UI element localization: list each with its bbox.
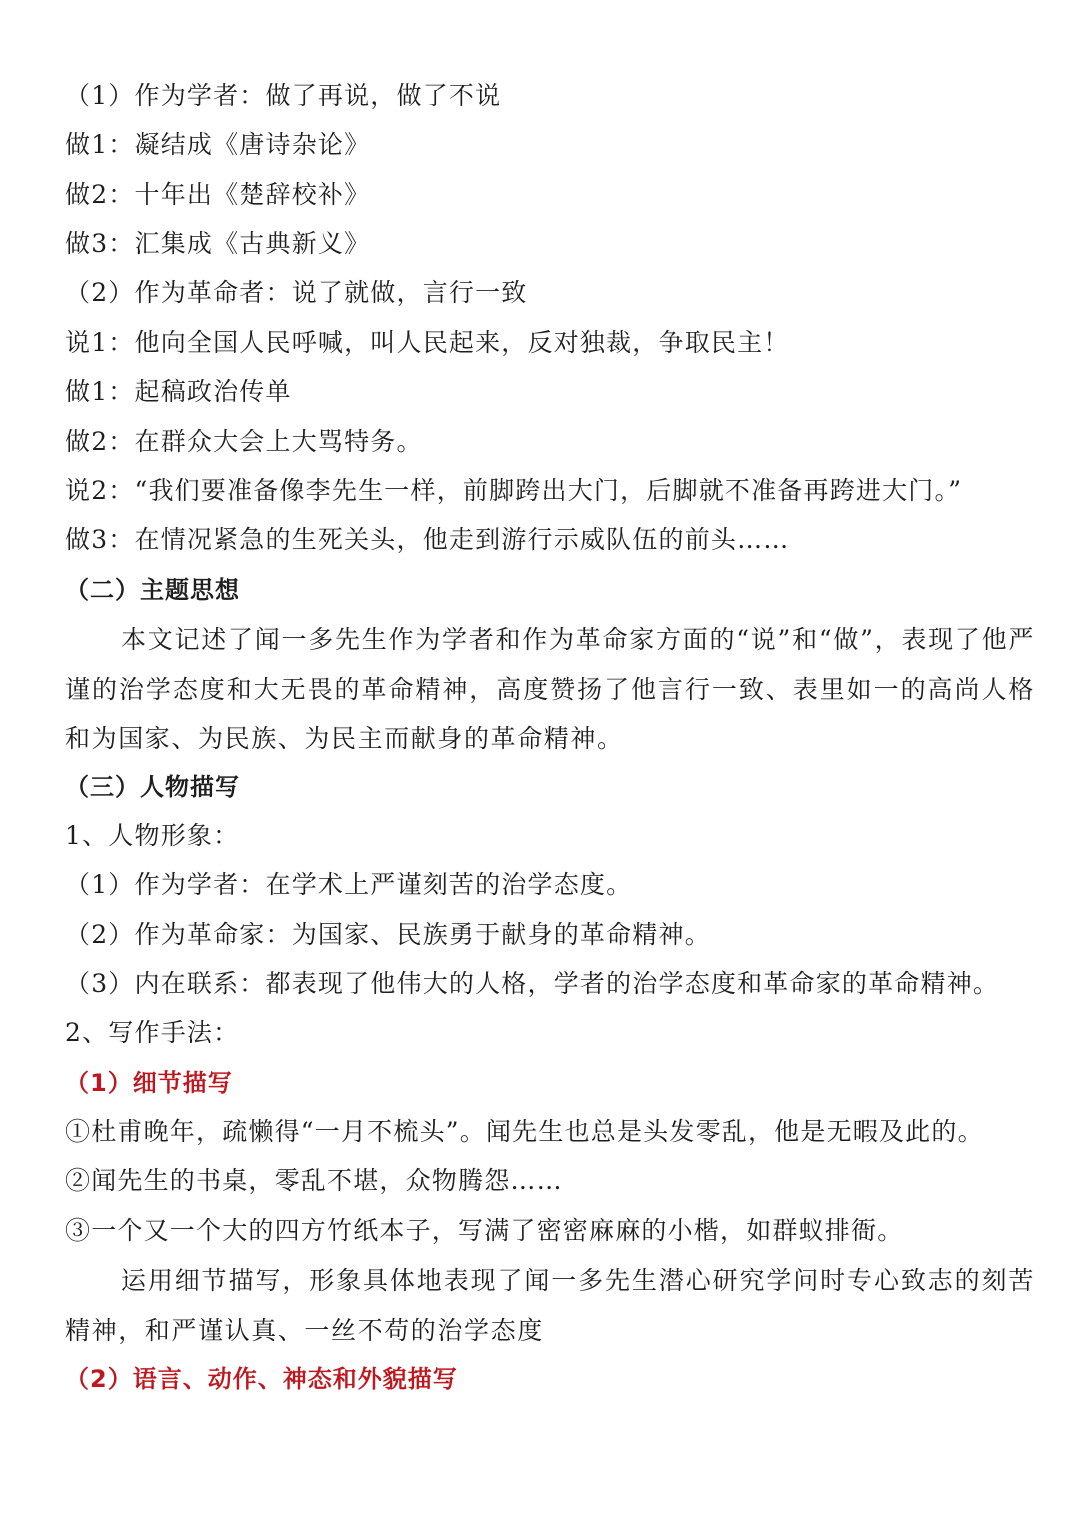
text-line-do-1: 做1：凝结成《唐诗杂论》 bbox=[65, 130, 371, 159]
subheading-detail-description: （1）细节描写 bbox=[65, 1069, 233, 1097]
text-line-say-1: 说1：他向全国人民呼喊，叫人民起来，反对独裁，争取民主！ bbox=[65, 328, 790, 357]
text-line-writing-technique: 2、写作手法： bbox=[65, 1018, 240, 1047]
text-line-detail-1: ①杜甫晚年，疏懒得“一月不梳头”。闻先生也总是头发零乱，他是无暇及此的。 bbox=[65, 1117, 984, 1146]
text-line-revolutionary-intro: （2）作为革命者：说了就做，言行一致 bbox=[65, 278, 528, 307]
text-line-detail-3: ③一个又一个大的四方竹纸本子，写满了密密麻麻的小楷，如群蚁排衙。 bbox=[65, 1216, 904, 1245]
section-heading-theme: （二）主题思想 bbox=[65, 576, 240, 604]
text-line-rev-do-3: 做3：在情况紧急的生死关头，他走到游行示威队伍的前头…… bbox=[65, 525, 790, 554]
text-line-character-image: 1、人物形象： bbox=[65, 821, 240, 850]
text-line-inner-link: （3）内在联系：都表现了他伟大的人格，学者的治学态度和革命家的革命精神。 bbox=[65, 969, 1000, 998]
text-line-detail-2: ②闻先生的书桌，零乱不堪，众物腾怨…… bbox=[65, 1166, 563, 1195]
text-line-as-revolutionary: （2）作为革命家：为国家、民族勇于献身的革命精神。 bbox=[65, 920, 711, 949]
text-line-scholar-intro: （1）作为学者：做了再说，做了不说 bbox=[65, 81, 502, 110]
text-line-do-2: 做2：十年出《楚辞校补》 bbox=[65, 180, 371, 209]
text-line-rev-do-2: 做2：在群众大会上大骂特务。 bbox=[65, 427, 423, 456]
subheading-language-action: （2）语言、动作、神态和外貌描写 bbox=[65, 1365, 458, 1393]
paragraph-theme: 本文记述了闻一多先生作为学者和作为革命家方面的“说”和“做”，表现了他严谨的治学态度和大无畏的革命精神，高度赞扬了他言行一致、表里如一的高尚人格和为国家、为民族、为民主而献身的革命精神。 bbox=[65, 625, 1035, 753]
text-line-say-2: 说2：“我们要准备像李先生一样，前脚跨出大门，后脚就不准备再跨进大门。” bbox=[65, 476, 963, 505]
paragraph-detail-summary: 运用细节描写，形象具体地表现了闻一多先生潜心研究学问时专心致志的刻苦精神，和严谨认真、一丝不苟的治学态度 bbox=[65, 1266, 1035, 1345]
text-line-as-scholar: （1）作为学者：在学术上严谨刻苦的治学态度。 bbox=[65, 870, 633, 899]
text-line-rev-do-1: 做1：起稿政治传单 bbox=[65, 377, 292, 406]
section-heading-character: （三）人物描写 bbox=[65, 773, 240, 801]
text-line-do-3: 做3：汇集成《古典新义》 bbox=[65, 229, 371, 258]
